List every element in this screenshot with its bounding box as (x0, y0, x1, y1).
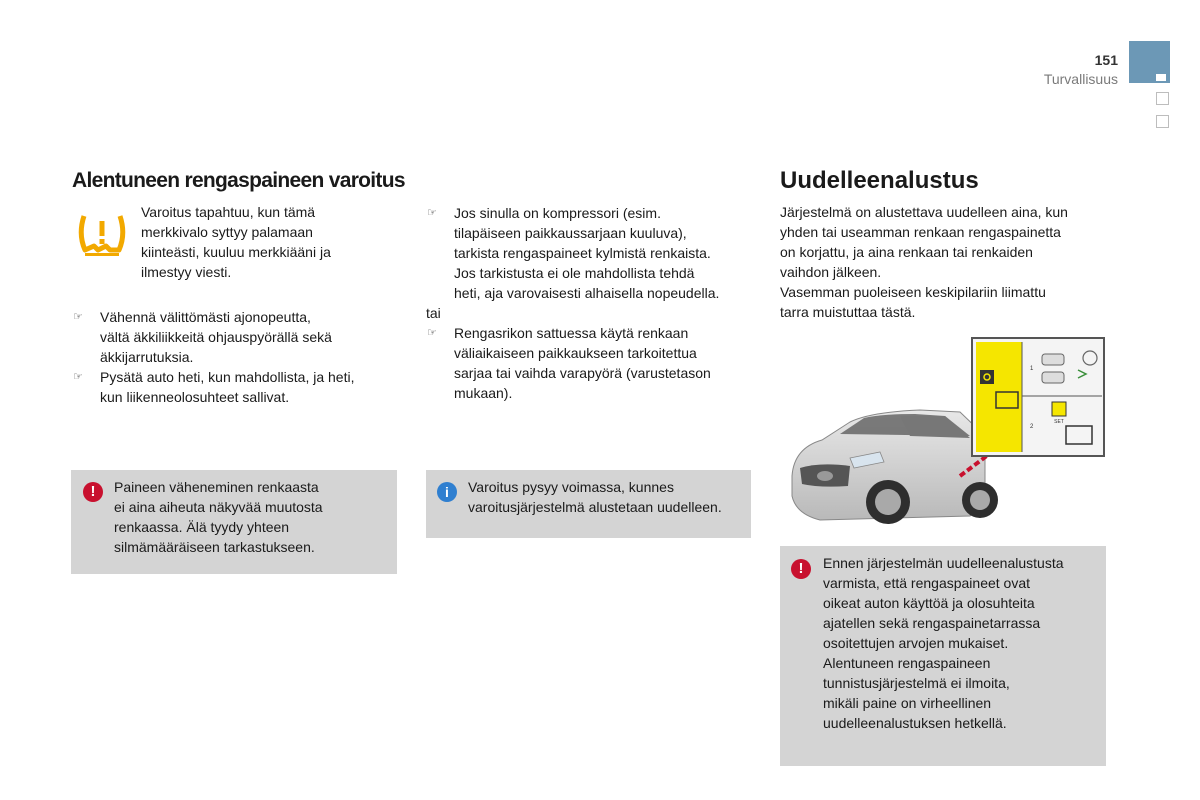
text-line: Pysätä auto heti, kun mahdollista, ja heti, (100, 369, 355, 385)
text-line: Jos sinulla on kompressori (esim. (454, 205, 661, 221)
left-bullet-1 (100, 307, 400, 367)
text-line: Varoitus pysyy voimassa, kunnes (468, 479, 674, 495)
tire-pressure-warning-icon (74, 206, 130, 262)
left-warning-note (71, 470, 397, 574)
text-line: Rengasrikon sattuessa käytä renkaan (454, 325, 689, 341)
text-line: mukaan). (454, 385, 513, 401)
sticker-step-1: 1 (1030, 366, 1034, 372)
bullet-hand-icon: ☞ (73, 311, 83, 323)
text-line: vaihdon jälkeen. (780, 264, 882, 280)
note-text (468, 477, 748, 517)
text-line: ilmestyy viesti. (141, 264, 232, 280)
text-line: osoitettujen arvojen mukaiset. (823, 635, 1009, 651)
car-sticker-illustration (780, 336, 1110, 536)
right-paragraph (780, 202, 1110, 322)
warning-exclamation-icon: ! (83, 482, 103, 502)
text-line: vältä äkkiliikkeitä ohjauspyörällä sekä (100, 329, 332, 345)
text-line: silmämääräiseen tarkastukseen. (114, 539, 315, 555)
text-line: on korjattu, ja aina renkaan tai renkaiden (780, 244, 1033, 260)
sticker-set-label: SET (1054, 419, 1064, 425)
or-word: tai (426, 305, 441, 321)
left-intro (141, 202, 381, 282)
right-warning-note (780, 546, 1106, 766)
middle-bullet-2 (454, 323, 759, 403)
text-line: tilapäiseen paikkaussarjaan kuuluva), (454, 225, 687, 241)
page-number: 151 (1094, 52, 1118, 68)
text-line: Varoitus tapahtuu, kun tämä (141, 204, 316, 220)
bullet-hand-icon: ☞ (427, 207, 437, 219)
section-title: Turvallisuus (1043, 71, 1118, 87)
warning-exclamation-icon: ! (791, 559, 811, 579)
text-line: Järjestelmä on alustettava uudelleen aina, kun (780, 204, 1068, 220)
text-line: Ennen järjestelmän uudelleenalustusta (823, 555, 1064, 571)
text-line: oikeat auton käyttöä ja olosuhteita (823, 595, 1035, 611)
bullet-hand-icon: ☞ (73, 371, 83, 383)
text-line: Vasemman puoleiseen keskipilariin liimattu (780, 284, 1046, 300)
text-line: tarra muistuttaa tästä. (780, 304, 916, 320)
chapter-tab-dot (1156, 74, 1166, 81)
text-line: ei aina aiheuta näkyvää muutosta (114, 499, 323, 515)
text-line: Jos tarkistusta ei ole mahdollista tehdä (454, 265, 695, 281)
text-line: mikäli paine on virheellinen (823, 695, 992, 711)
chapter-tab-box (1156, 92, 1169, 105)
text-line: kun liikenneolosuhteet sallivat. (100, 389, 290, 405)
right-heading: Uudelleenalustus (780, 167, 979, 194)
text-line: tunnistusjärjestelmä ei ilmoita, (823, 675, 1010, 691)
text-line: varmista, että rengaspaineet ovat (823, 575, 1031, 591)
text-line: kiinteästi, kuuluu merkkiääni ja (141, 244, 331, 260)
chapter-tab-box (1156, 115, 1169, 128)
text-line: uudelleenalustuksen hetkellä. (823, 715, 1007, 731)
text-line: yhden tai useamman renkaan rengaspainetta (780, 224, 1061, 240)
left-bullet-2 (100, 367, 400, 407)
note-text (114, 477, 384, 557)
text-line: Vähennä välittömästi ajonopeutta, (100, 309, 311, 325)
text-line: tarkista rengaspaineet kylmistä renkaista. (454, 245, 711, 261)
note-text (823, 553, 1103, 733)
middle-bullet-1 (454, 203, 759, 303)
text-line: heti, aja varovaisesti alhaisella nopeudella. (454, 285, 720, 301)
text-line: renkaassa. Älä tyydy yhteen (114, 519, 290, 535)
text-line: ajatellen sekä rengaspainetarrassa (823, 615, 1041, 631)
left-heading: Alentuneen rengaspaineen varoitus (72, 169, 405, 192)
text-line: varoitusjärjestelmä alustetaan uudelleen. (468, 499, 722, 515)
text-line: merkkivalo syttyy palamaan (141, 224, 313, 240)
middle-info-note (426, 470, 751, 538)
text-line: väliaikaiseen paikkaukseen tarkoitettua (454, 345, 697, 361)
sticker-step-2: 2 (1030, 424, 1034, 430)
text-line: Alentuneen rengaspaineen (823, 655, 991, 671)
info-icon: i (437, 482, 457, 502)
text-line: äkkijarrutuksia. (100, 349, 194, 365)
bullet-hand-icon: ☞ (427, 327, 437, 339)
text-line: Paineen väheneminen renkaasta (114, 479, 319, 495)
text-line: sarjaa tai vaihda varapyörä (varustetason (454, 365, 711, 381)
